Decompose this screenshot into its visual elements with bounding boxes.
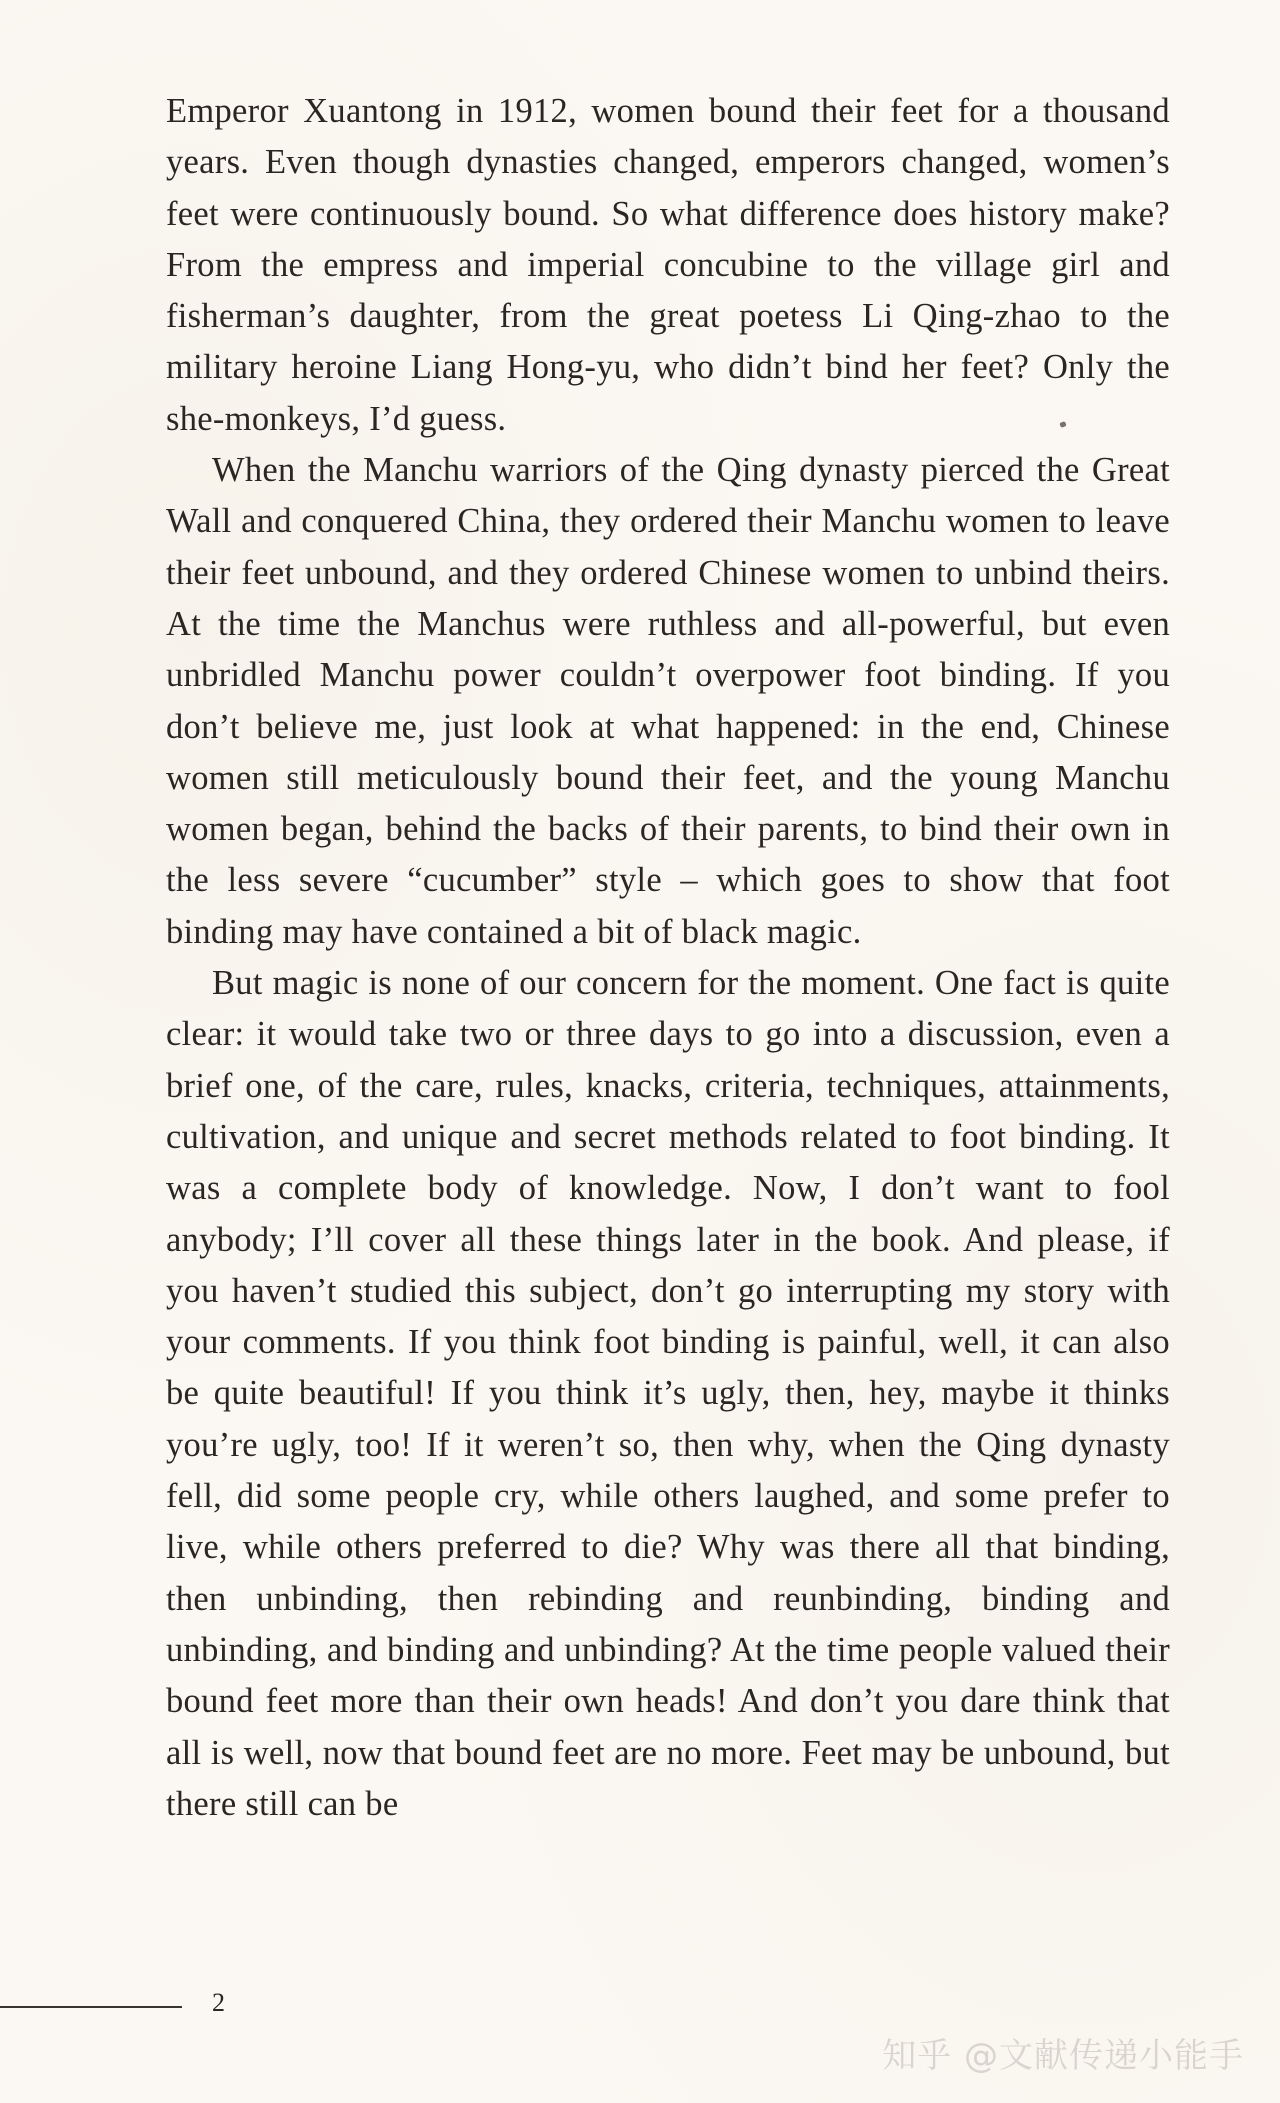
watermark: 知乎 @文献传递小能手: [882, 2036, 1244, 2076]
paragraph-3: But magic is none of our concern for the moment. One fact is quite clear: it would take two or three days to go into a discussion, even a brief one, of the care, rules, knacks, criteria, techniques, attainments, cultivation, and unique and secret methods related to foot binding. It was a complete body of knowledge. Now, I don’t want to fool anybody; I’ll cover all these things later in the book. And please, if you haven’t studied this subject, don’t go interrupting my story with your comments. If you think foot binding is painful, well, it can also be quite beautiful! If you think it’s ugly, then, hey, maybe it thinks you’re ugly, too! If it weren’t so, then why, when the Qing dynasty fell, did some people cry, while others laughed, and some prefer to live, while others preferred to die? Why was there all that binding, then unbinding, then rebinding and reunbinding, binding and unbinding, and binding and unbinding? At the time people valued their bound feet more than their own heads! And don’t you dare think that all is well, now that bound feet are no more. Feet may be unbound, but there still can be: [166, 964, 1170, 1823]
page-number: 2: [212, 1988, 225, 2017]
page-body-text: [166, 86, 1170, 1830]
paragraph-1: Emperor Xuantong in 1912, women bound their feet for a thousand years. Even though dynasties changed, emperors changed, women’s feet were continuously bound. So what difference does history make? From the empress and imperial concubine to the village girl and fisherman’s daughter, from the great poetess Li Qing-zhao to the military heroine Liang Hong-yu, who didn’t bind her feet? Only the she-monkeys, I’d guess.: [166, 92, 1170, 438]
folio-rule: [0, 2006, 182, 2008]
paragraph-2: When the Manchu warriors of the Qing dynasty pierced the Great Wall and conquered China, they ordered their Manchu women to leave their feet unbound, and they ordered Chinese women to unbind theirs. At the time the Manchus were ruthless and all-powerful, but even unbridled Manchu power couldn’t overpower foot binding. If you don’t believe me, just look at what happened: in the end, Chinese women still meticulously bound their feet, and the young Manchu women began, behind the backs of their parents, to bind their own in the less severe “cucumber” style – which goes to show that foot binding may have contained a bit of black magic.: [166, 451, 1170, 951]
